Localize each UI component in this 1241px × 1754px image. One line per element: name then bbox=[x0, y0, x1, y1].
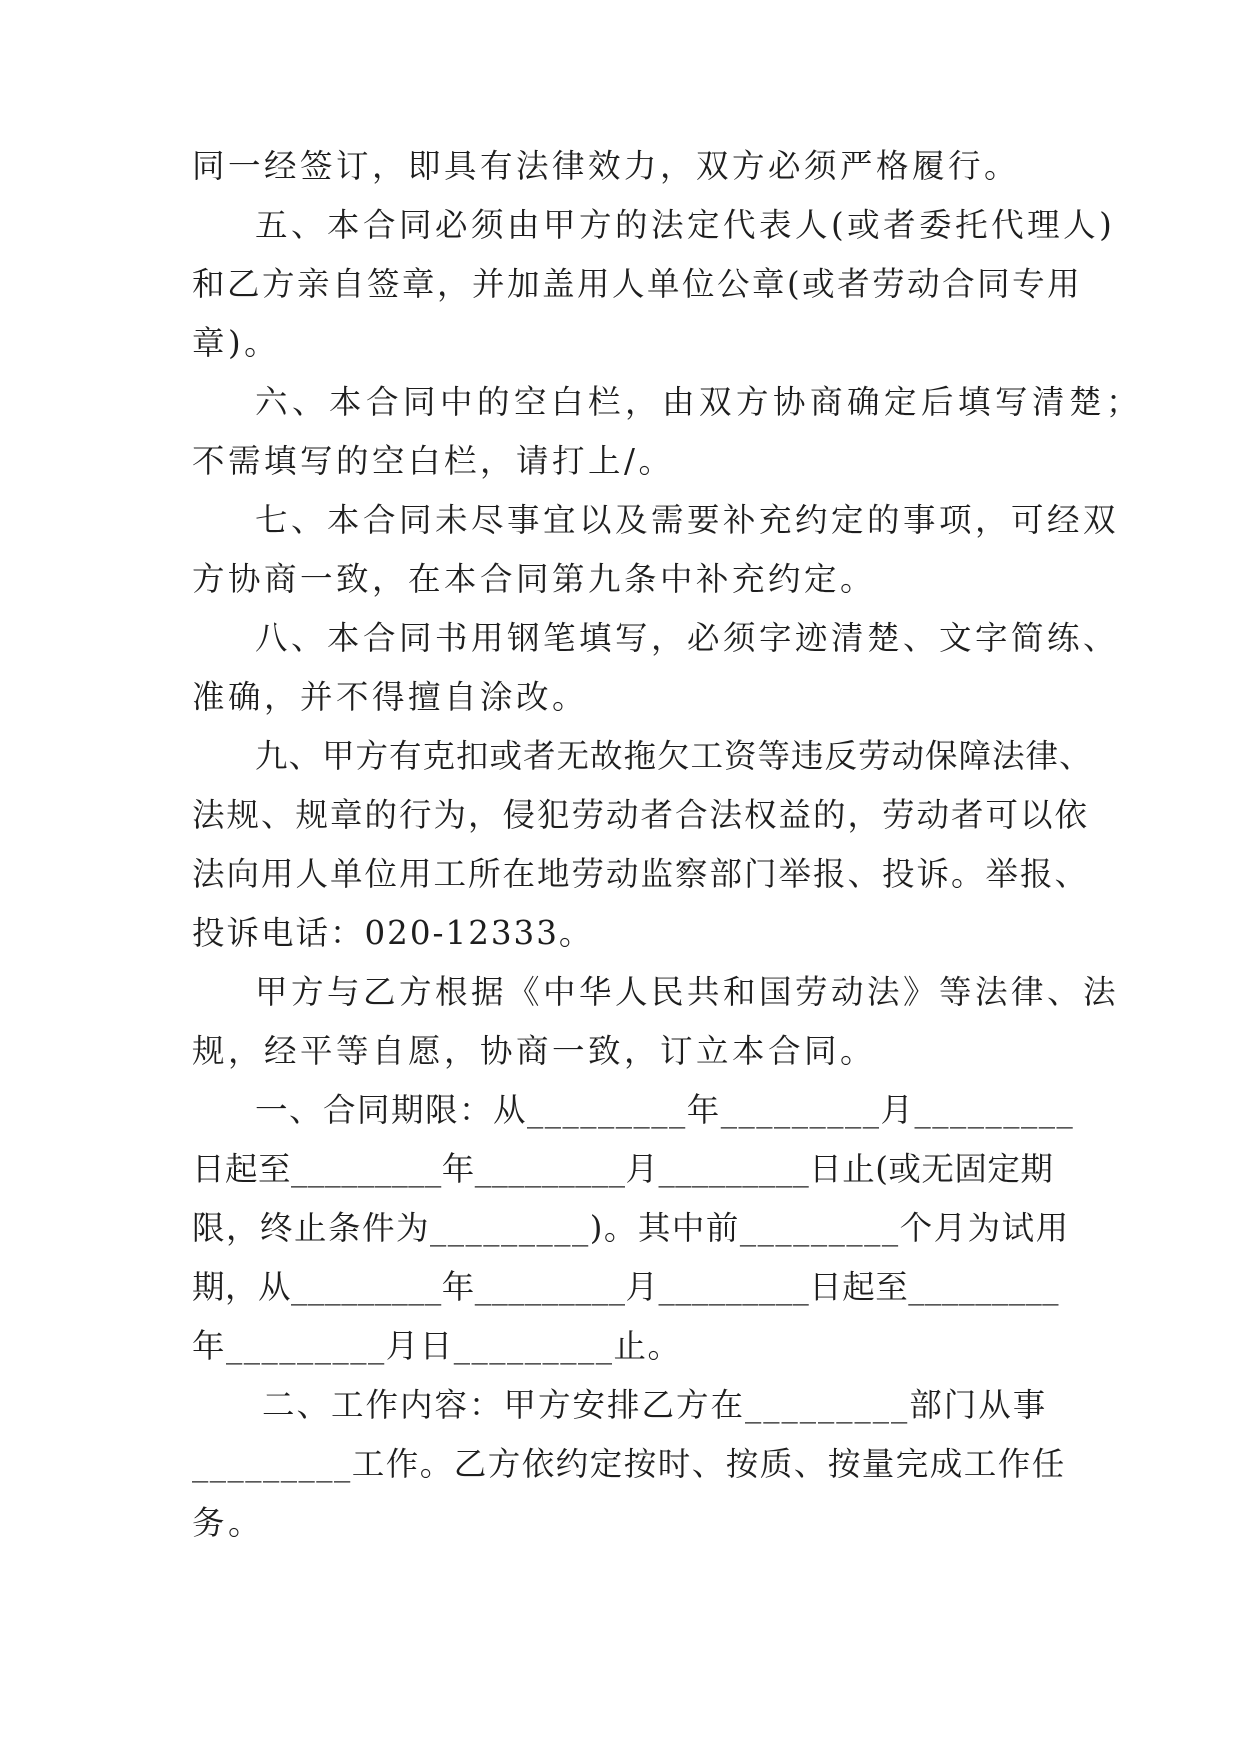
text-line: 法规、规章的行为，侵犯劳动者合法权益的，劳动者可以依 bbox=[192, 796, 1090, 834]
text-line: 章)。 bbox=[192, 324, 281, 362]
text-line: 七、本合同未尽事宜以及需要补充约定的事项，可经双 bbox=[255, 501, 1120, 539]
text-line: 和乙方亲自签章，并加盖用人单位公章(或者劳动合同专用 bbox=[192, 265, 1083, 303]
text-line: 期，从_________年_________月_________日起至_________ bbox=[192, 1268, 1060, 1306]
text-line: 同一经签订，即具有法律效力，双方必须严格履行。 bbox=[192, 147, 1021, 185]
text-line: 六、本合同中的空白栏，由双方协商确定后填写清楚； bbox=[255, 383, 1144, 421]
text-line: 务。 bbox=[192, 1504, 265, 1542]
text-line: 九、甲方有克扣或者无故拖欠工资等违反劳动保障法律、 bbox=[255, 737, 1093, 775]
text-line: 方协商一致，在本合同第九条中补充约定。 bbox=[192, 560, 877, 598]
text-line: 八、本合同书用钢笔填写，必须字迹清楚、文字简练、 bbox=[255, 619, 1120, 657]
text-line: 五、本合同必须由甲方的法定代表人(或者委托代理人) bbox=[255, 206, 1116, 244]
text-line: 投诉电话：020-12333。 bbox=[192, 914, 594, 952]
text-line: 准确，并不得擅自涂改。 bbox=[192, 678, 589, 716]
text-line: 一、合同期限：从_________年_________月_________ bbox=[255, 1091, 1075, 1129]
text-line: 甲方与乙方根据《中华人民共和国劳动法》等法律、法 bbox=[255, 973, 1120, 1011]
text-line: 二、工作内容：甲方安排乙方在_________部门从事 bbox=[262, 1386, 1048, 1424]
text-line: 不需填写的空白栏，请打上/。 bbox=[192, 442, 675, 480]
text-line: _________工作。乙方依约定按时、按质、按量完成工作任 bbox=[192, 1445, 1066, 1483]
text-line: 法向用人单位用工所在地劳动监察部门举报、投诉。举报、 bbox=[192, 855, 1090, 893]
text-line: 日起至_________年_________月_________日止(或无固定期 bbox=[192, 1150, 1054, 1188]
text-line: 年_________月日_________止。 bbox=[192, 1327, 682, 1365]
text-line: 规，经平等自愿，协商一致，订立本合同。 bbox=[192, 1032, 877, 1070]
text-line: 限，终止条件为_________)。其中前_________个月为试用 bbox=[192, 1209, 1070, 1247]
